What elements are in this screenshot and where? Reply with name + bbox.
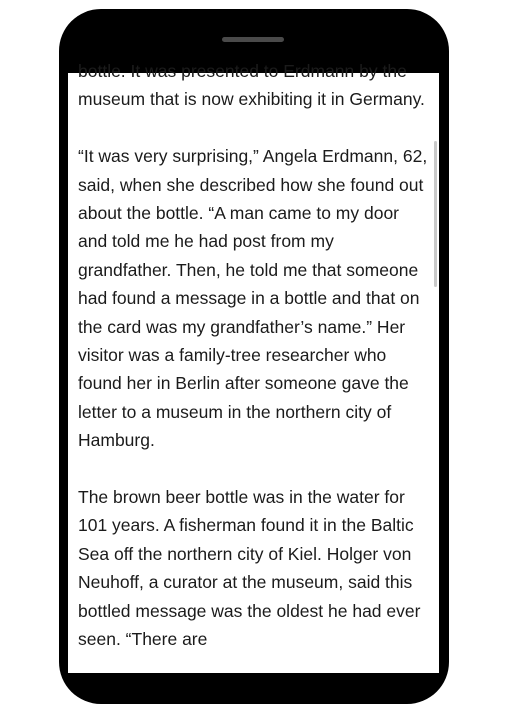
article-paragraph: The brown beer bottle was in the water for 101 years. A fisherman found it in the Baltic Sea off the northern city of Kiel. Holger von Neuhoff, a curator at the museum, said this bottled message was the oldest he had ever seen. “There are	[78, 487, 421, 650]
article-paragraph: bottle. It was presented to Erdmann by the museum that is now exhibiting it in Germany.	[78, 61, 425, 110]
phone-frame	[59, 9, 449, 704]
scrollbar-thumb[interactable]	[434, 141, 437, 287]
article-paragraph: “It was very surprising,” Angela Erdmann, 62, said, when she described how she found out about the bottle. “A man came to my door and told me he had post from my grandfather. Then, he told me that someone had found a message in a bottle and that on the card was my grandfather’s name.” Her visitor was a family-tree researcher who found her in Berlin after someone gave the letter to a museum in the northern city of Hamburg.	[78, 146, 428, 451]
speaker-grille	[222, 37, 284, 42]
article-viewport[interactable]	[68, 61, 439, 673]
article-body	[78, 57, 428, 682]
